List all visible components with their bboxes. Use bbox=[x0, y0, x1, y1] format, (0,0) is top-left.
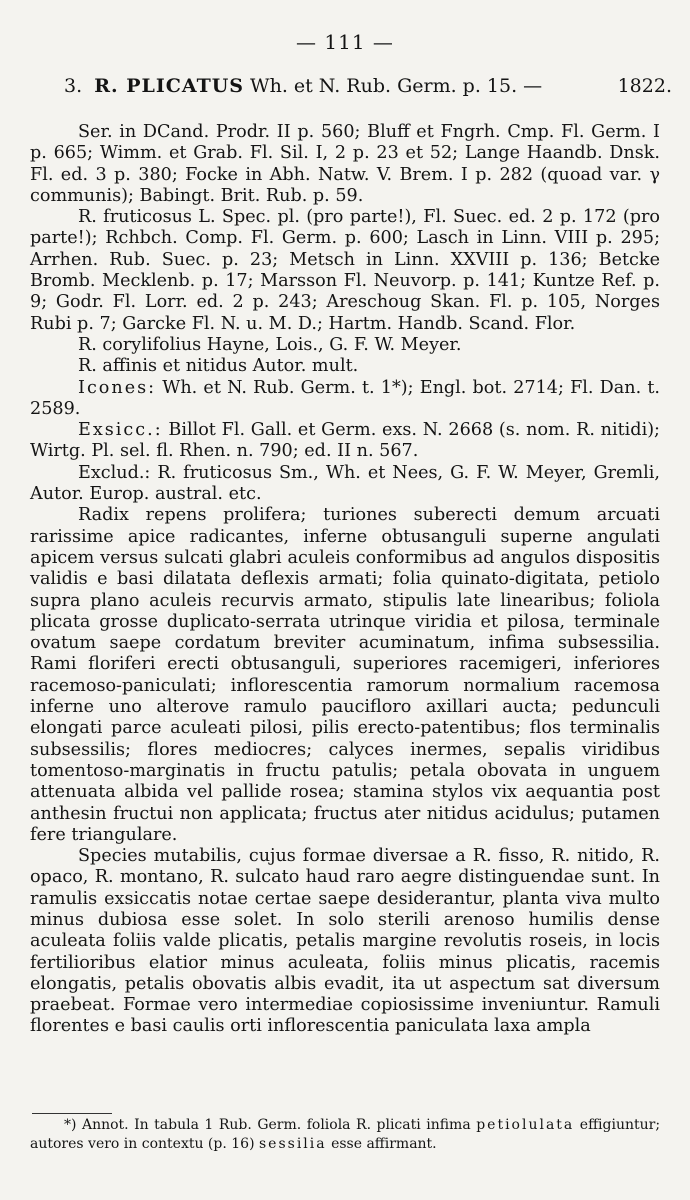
description-paragraph: Radix repens prolifera; turiones suberecti demum arcuati rarissime apice radicantes, inferne obtusanguli superne angulati apicem versus sulcati glabri aculeis conformibus ad angulos dispositis validis e basi dilatata deflexis armati; folia quinato-digitata, petiolo supra plano aculeis recurvis armato, stipulis late linearibus; foliola plicata grosse duplicato-serrata utrinque viridia et pilosa, terminale ovatum saepe cordatum breviter acuminatum, infima subsessilia. Rami floriferi erecti obtusanguli, superiores racemigeri, inferiores racemoso-paniculati; inflorescentia ramorum normalium racemosa inferne uno alterove ramulo paucifloro axillari aucta; pedunculi elongati parce aculeati pilosi, pilis erecto-patentibus; flos terminalis subsessilis; flores mediocres; calyces inermes, sepalis viridibus tomentoso-marginatis in fructu patulis; petala obovata in unguem attenuata albida vel pallide rosea; stamina stylos vix aequantia post anthesin fructui non applicata; fructus ater nitidus acidulus; putamen fere triangulare. bbox=[30, 505, 660, 845]
species-number: 3. bbox=[64, 75, 83, 97]
species-citation: Wh. et N. Rub. Germ. p. 15. — bbox=[250, 75, 543, 97]
exsicc-text: Billot Fl. Gall. et Germ. exs. N. 2668 (s. nom. R. nitidi); Wirtg. Pl. sel. fl. Rhen. n. 790; ed. II n. 567. bbox=[30, 420, 660, 462]
footnote-emphasis: sessilia bbox=[258, 1136, 327, 1152]
exclud-text: R. fruticosus Sm., Wh. et Nees, G. F. W. Meyer, Gremli, Autor. Europ. austral. etc. bbox=[30, 462, 660, 505]
exsicc-label: Exsicc.: bbox=[78, 420, 163, 441]
page-number: — 111 — bbox=[296, 30, 394, 54]
footnote-text: esse affirmant. bbox=[331, 1136, 437, 1152]
footnote-text: *) Annot. In tabula 1 Rub. Germ. foliola R. plicati infima bbox=[64, 1117, 471, 1133]
footnote-text: effigiuntur; autores vero in contextu (p. 16) bbox=[30, 1117, 661, 1152]
footnote-emphasis: petiolulata bbox=[476, 1117, 575, 1133]
exclud-label: Exclud.: bbox=[78, 462, 151, 483]
icones-label: Icones: bbox=[78, 377, 157, 398]
icones-paragraph bbox=[30, 378, 660, 421]
icones-text: Wh. et N. Rub. Germ. t. 1*); Engl. bot. 2714; Fl. Dan. t. 2589. bbox=[30, 377, 660, 419]
synonymy-paragraph: R. affinis et nitidus Autor. mult. bbox=[78, 356, 359, 377]
species-heading bbox=[64, 75, 672, 97]
footnote-rule bbox=[32, 1113, 112, 1114]
species-year: 1822. bbox=[617, 75, 672, 97]
synonymy-paragraph: R. fruticosus L. Spec. pl. (pro parte!), Fl. Suec. ed. 2 p. 172 (pro parte!); Rchbch. Comp. Fl. Germ. p. 600; Lasch in Linn. VIII p. 295; Arrhen. Rub. Suec. p. 23; Metsch in Linn. XXVIII p. 136; Betcke Bromb. Mecklenb. p. 17; Marsson Fl. Neuvorp. p. 141; Kuntze Ref. p. 9; Godr. Fl. Lorr. ed. 2 p. 243; Areschoug Skan. Fl. p. 105, Norges Rubi p. 7; Garcke Fl. N. u. M. D.; Hartm. Handb. Scand. Flor. bbox=[30, 207, 660, 334]
footnote bbox=[30, 1116, 660, 1154]
synonymy-paragraph: R. corylifolius Hayne, Lois., G. F. W. Meyer. bbox=[78, 334, 462, 355]
remarks-paragraph: Species mutabilis, cujus formae diversae a R. fisso, R. nitido, R. opaco, R. montano, R. sulcato haud raro aegre distinguendae sunt. In ramulis exsiccatis notae certae saepe desiderantur, planta viva multo minus dubiosa esse solet. In solo sterili arenoso humilis dense aculeata foliis valde plicatis, petalis margine revolutis roseis, in locis fertilioribus elatior minus aculeata, foliis minus plicatis, racemis elongatis, petalis obovatis albis evadit, ita ut aspectum sat diversum praebeat. Formae vero intermediae copiosissime inveniuntur. Ramuli florentes e basi caulis orti inflorescentia paniculata laxa ampla bbox=[30, 846, 660, 1037]
exclud-paragraph bbox=[30, 463, 660, 506]
main-text bbox=[30, 122, 660, 1038]
exsicc-paragraph bbox=[30, 420, 660, 463]
species-name: R. PLICATUS bbox=[94, 75, 244, 97]
synonymy-paragraph: Ser. in DCand. Prodr. II p. 560; Bluff et Fngrh. Cmp. Fl. Germ. I p. 665; Wimm. et Grab. Fl. Sil. I, 2 p. 23 et 52; Lange Haandb. Dnsk. Fl. ed. 3 p. 380; Focke in Abh. Natw. V. Brem. I p. 282 (quoad var. γ communis); Babingt. Brit. Rub. p. 59. bbox=[30, 122, 660, 206]
